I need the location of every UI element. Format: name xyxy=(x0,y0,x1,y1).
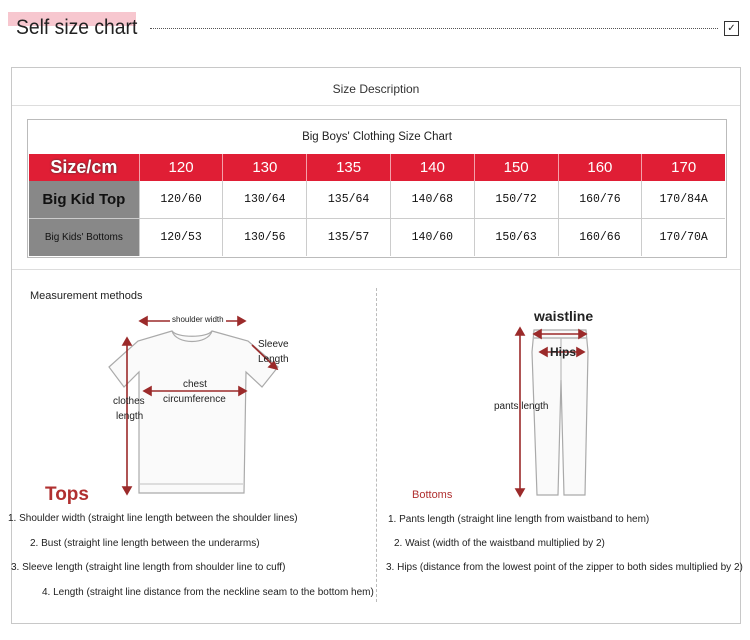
row-label: Big Kid Top xyxy=(29,181,139,218)
column-header: 160 xyxy=(558,154,642,181)
table-row-bottoms xyxy=(29,219,725,256)
pants-length-label: pants length xyxy=(494,401,549,412)
shoulder-width-label: shoulder width xyxy=(172,315,224,324)
measurement-section xyxy=(8,269,743,624)
table-cell: 135/57 xyxy=(306,219,390,256)
table-cell: 150/72 xyxy=(474,181,558,218)
dotted-divider xyxy=(150,28,718,29)
table-cell: 160/76 xyxy=(558,181,642,218)
table-cell: 120/60 xyxy=(139,181,223,218)
tops-note: 4. Length (straight line distance from the neckline seam to the bottom hem) xyxy=(42,587,374,598)
table-cell: 140/60 xyxy=(390,219,474,256)
table-cell: 135/64 xyxy=(306,181,390,218)
bottoms-note: 1. Pants length (straight line length from waistband to hem) xyxy=(388,514,650,525)
size-chart-table xyxy=(27,119,727,258)
table-cell: 130/56 xyxy=(222,219,306,256)
tops-note: 2. Bust (straight line length between the underarms) xyxy=(30,538,260,549)
circumference-label: circumference xyxy=(163,394,226,405)
corner-cell: Size/cm xyxy=(29,154,139,181)
table-row-top xyxy=(29,181,725,219)
section-header xyxy=(0,0,750,46)
clothes-length-label: length xyxy=(116,411,144,422)
measurement-title: Measurement methods xyxy=(30,290,143,302)
page-title: Self size chart xyxy=(16,16,138,39)
table-cell: 150/63 xyxy=(474,219,558,256)
table-cell: 170/84A xyxy=(641,181,725,218)
bottoms-heading: Bottoms xyxy=(412,489,453,501)
size-description-title: Size Description xyxy=(332,82,420,96)
table-cell: 120/53 xyxy=(139,219,223,256)
column-header: 130 xyxy=(222,154,306,181)
column-header: 170 xyxy=(641,154,725,181)
table-header-row xyxy=(29,154,725,181)
sleeve-label: Sleeve xyxy=(258,339,289,350)
size-chart-title: Big Boys' Clothing Size Chart xyxy=(302,131,452,143)
tops-note: 3. Sleeve length (straight line length from shoulder line to cuff) xyxy=(11,562,286,573)
table-cell: 170/70A xyxy=(641,219,725,256)
column-header: 140 xyxy=(390,154,474,181)
column-header: 150 xyxy=(474,154,558,181)
checkbox-icon[interactable]: ✓ xyxy=(724,21,739,36)
table-cell: 130/64 xyxy=(222,181,306,218)
waistline-label: waistline xyxy=(534,308,594,324)
clothes-label: clothes xyxy=(113,396,145,407)
tops-note: 1. Shoulder width (straight line length between the shoulder lines) xyxy=(8,513,298,524)
column-header: 135 xyxy=(306,154,390,181)
divider xyxy=(12,105,740,106)
table-cell: 140/68 xyxy=(390,181,474,218)
bottoms-note: 3. Hips (distance from the lowest point of the zipper to both sides multiplied by 2) xyxy=(386,562,743,573)
size-description-panel xyxy=(8,67,743,624)
tops-heading: Tops xyxy=(45,484,89,505)
column-header: 120 xyxy=(139,154,223,181)
hips-label: Hips xyxy=(550,345,577,359)
row-label: Big Kids' Bottoms xyxy=(29,219,139,256)
bottoms-note: 2. Waist (width of the waistband multiplied by 2) xyxy=(394,538,605,549)
table-cell: 160/66 xyxy=(558,219,642,256)
chest-label: chest xyxy=(183,379,207,390)
length-label: Length xyxy=(258,354,289,365)
